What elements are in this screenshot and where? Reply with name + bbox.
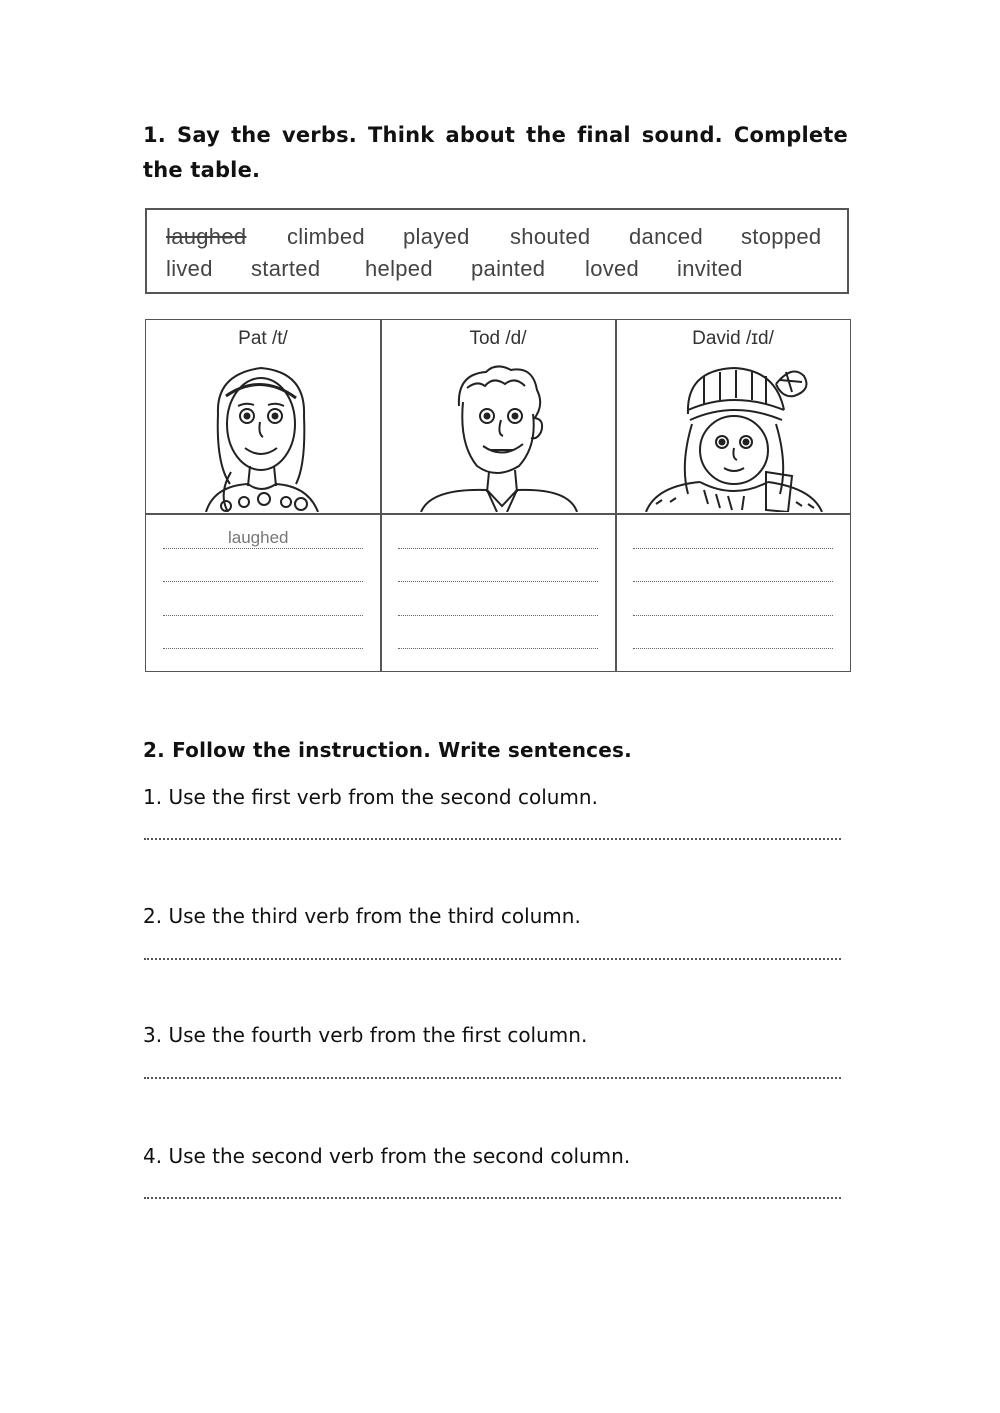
answer-line-1[interactable] <box>144 838 841 840</box>
word-bank <box>145 208 849 294</box>
word-loved: loved <box>585 256 640 281</box>
pat-portrait <box>146 354 380 512</box>
sound-table <box>145 319 851 672</box>
answer-line-4[interactable] <box>144 1197 841 1199</box>
tod-portrait <box>381 354 615 512</box>
david-portrait <box>616 354 850 512</box>
question-1: 1. Use the first verb from the second column. <box>143 785 598 809</box>
answer-line-2[interactable] <box>144 958 841 960</box>
question-4: 4. Use the second verb from the second column. <box>143 1144 631 1168</box>
word-climbed: climbed <box>287 224 365 249</box>
question-2: 2. Use the third verb from the third column. <box>143 904 581 928</box>
column-header-tod: Tod /d/ <box>469 328 527 349</box>
word-helped: helped <box>365 256 433 281</box>
word-shouted: shouted <box>510 224 591 249</box>
word-lived: lived <box>166 256 213 281</box>
question-3: 3. Use the fourth verb from the first column. <box>143 1023 588 1047</box>
word-danced: danced <box>629 224 703 249</box>
column-header-david: David /ɪd/ <box>692 328 774 349</box>
word-invited: invited <box>677 256 743 281</box>
exercise-2-instruction: 2. Follow the instruction. Write sentences. <box>143 738 632 762</box>
exercise-1-instruction: 1. Say the verbs. Think about the final sound. Complete the table. <box>143 123 848 182</box>
example-answer: laughed <box>228 528 289 547</box>
word-laughed: laughed <box>166 224 247 249</box>
column-header-pat: Pat /t/ <box>238 328 288 349</box>
answer-line-3[interactable] <box>144 1077 841 1079</box>
word-stopped: stopped <box>741 224 822 249</box>
word-painted: painted <box>471 256 546 281</box>
word-started: started <box>251 256 321 281</box>
word-played: played <box>403 224 470 249</box>
